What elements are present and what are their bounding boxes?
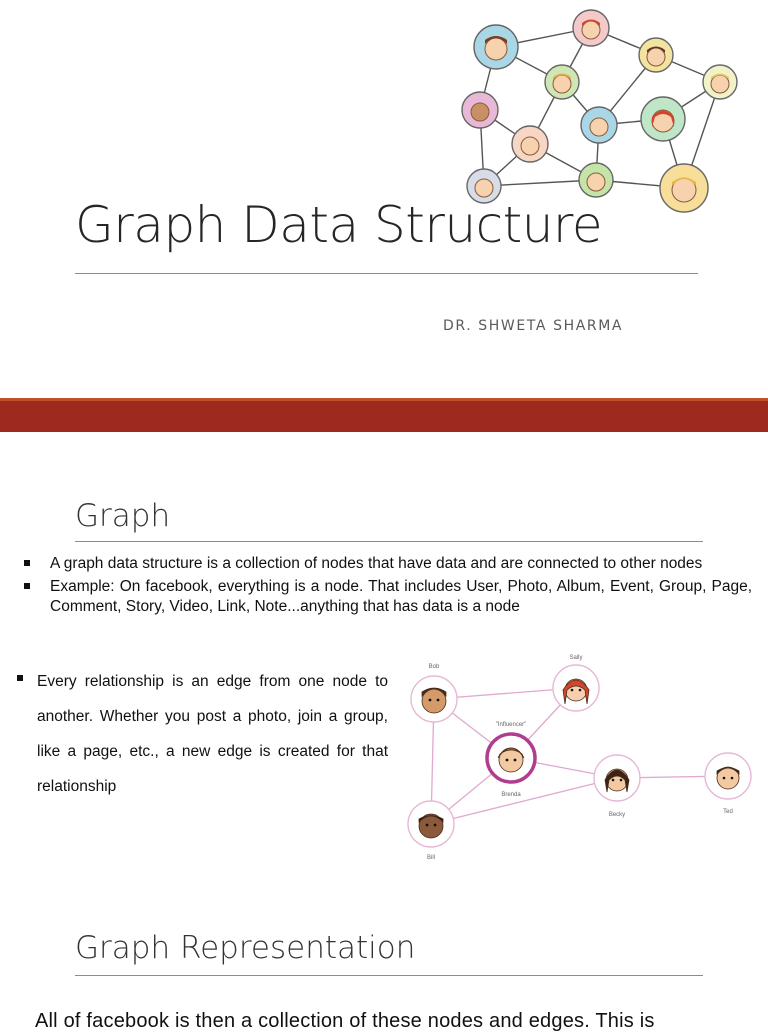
slide-separator-bar bbox=[0, 398, 768, 432]
page-title: Graph Data Structure bbox=[75, 196, 603, 254]
bullet-list bbox=[22, 554, 752, 620]
label-ted: Ted bbox=[723, 809, 733, 815]
section-heading-graph-representation: Graph Representation bbox=[75, 930, 416, 966]
label-becky: Becky bbox=[608, 812, 626, 818]
label-bill: Bill bbox=[426, 855, 436, 861]
title-divider bbox=[75, 273, 698, 274]
author-name: DR. SHWETA SHARMA bbox=[443, 318, 624, 334]
label-brenda: Brenda bbox=[501, 792, 521, 798]
facebook-graph-diagram bbox=[400, 650, 768, 865]
label-influencer: "Influencer" bbox=[495, 722, 527, 728]
bullet-item: Every relationship is an edge from one node to another. Whether you post a photo, join a group, like a page, etc., a new edge is created for that relationship bbox=[16, 664, 388, 804]
social-network-illustration bbox=[458, 0, 748, 220]
cut-off-bullet-text: All of facebook is then a collection of these nodes and edges. This is bbox=[35, 1010, 655, 1032]
bullet-item: A graph data structure is a collection of nodes that have data and are connected to other nodes bbox=[22, 554, 752, 574]
label-bob: Bob bbox=[428, 664, 440, 670]
bullet-item: Example: On facebook, everything is a node. That includes User, Photo, Album, Event, Group, Page, Comment, Story, Video, Link, Note...anything that has data is a node bbox=[22, 577, 752, 617]
label-sally: Sally bbox=[569, 655, 583, 661]
title-slide bbox=[0, 0, 768, 398]
heading-divider bbox=[75, 541, 703, 542]
section-heading-graph: Graph bbox=[75, 498, 171, 534]
heading-divider bbox=[75, 975, 703, 976]
